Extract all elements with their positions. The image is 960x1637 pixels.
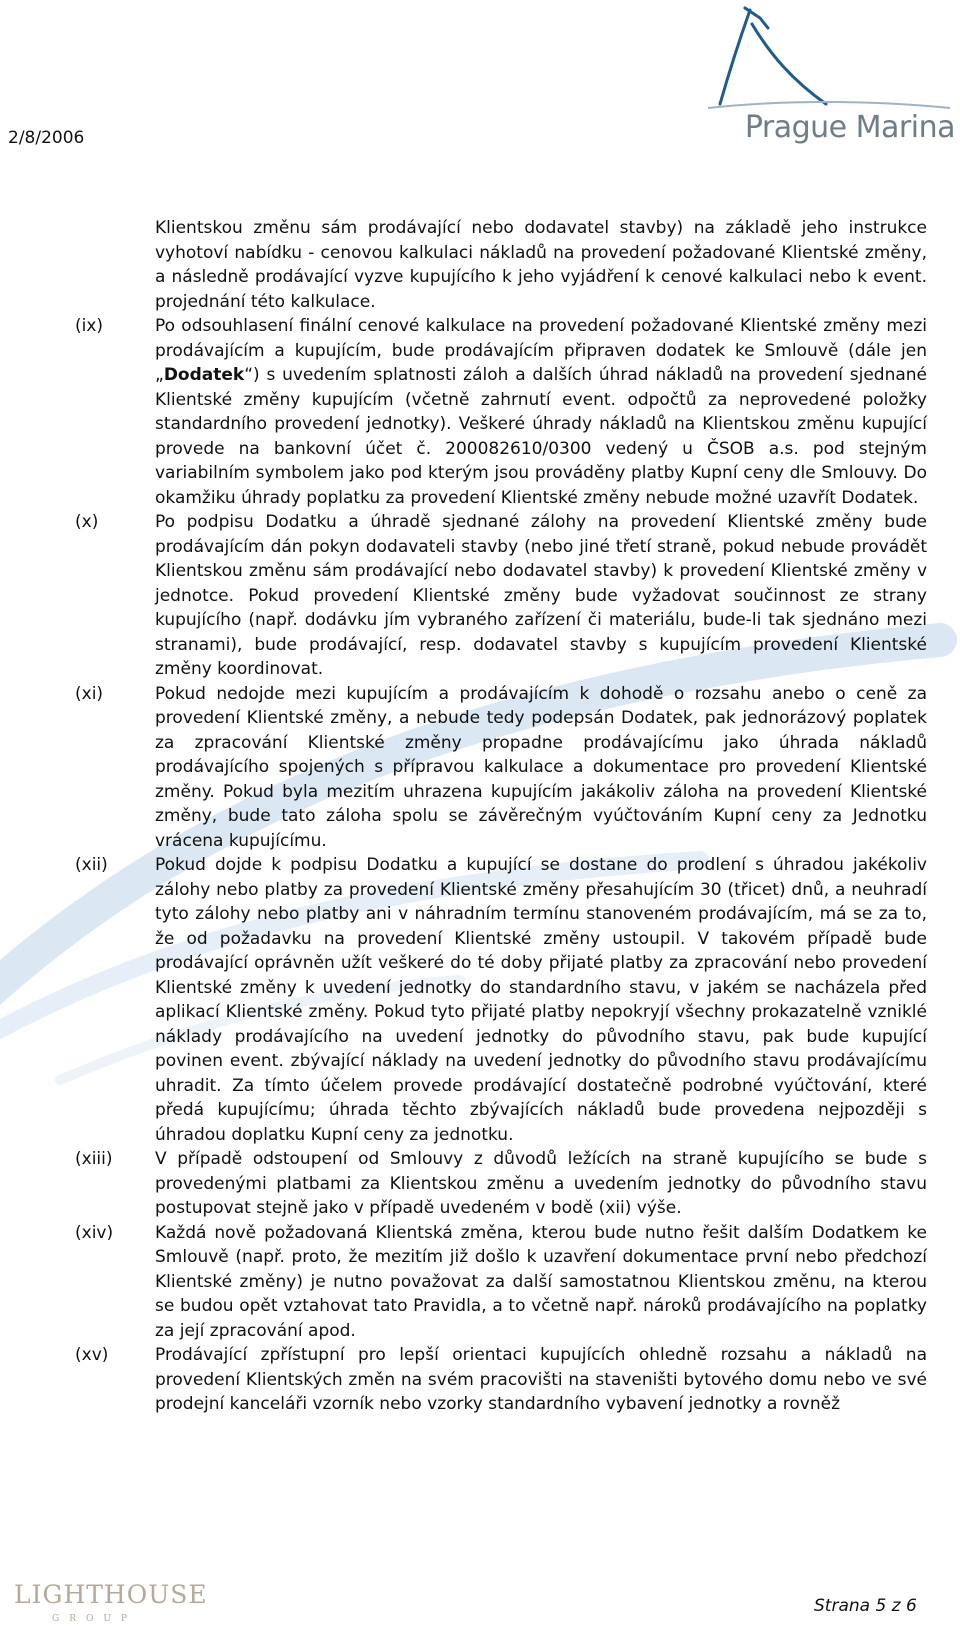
page-number: Strana 5 z 6 [814,1596,917,1616]
prague-marina-logo [700,4,955,154]
item-number: (xv) [75,1345,109,1365]
list-item-x [75,510,927,682]
document-body [75,216,927,1417]
lighthouse-logo-subtext: GROUP [52,1614,137,1624]
lighthouse-logo [14,1580,208,1632]
item-text [155,314,927,510]
item-number: (x) [75,512,99,532]
item-number: (xiv) [75,1222,114,1243]
lighthouse-logo-text: LIGHTHOUSE [14,1580,208,1609]
item-text: V případě odstoupení od Smlouvy z důvodů ležících na straně kupujícího se bude s provedenými platbami za Klientskou změnu a uvedením jednotky do původního stavu postupovat stejně jako v případě uvedeném v bodě (xii) výše. [155,1149,927,1218]
item-text: Pokud dojde k podpisu Dodatku a kupující se dostane do prodlení s úhradou jakékoliv zálohy nebo platby za provedení Klientské změny přesahujícím 30 (třicet) dnů, a neuhradí tyto zálohy nebo platby ani v náhradním termínu stanoveném prodávajícím, má se za to, že od požadavku na provedení Klientské změny ustoupil. V takovém případě bude prodávající oprávněn užít veškeré do té doby přijaté platby za zpracování nebo provedení Klientské změny k uvedení jednotky do standardního stavu, v jakém se nacházela před aplikací Klientské změny. Pokud tyto přijaté platby nepokryjí všechny prokazatelně vzniklé náklady prodávajícího na uvedení jednotky do původního stavu, pak bude kupující povinen event. zbývající náklady na uvedení jednotky do původního stavu prodávajícímu uhradit. Za tímto účelem provede prodávající dostatečně podrobné vyúčtování, které předá kupujícímu; úhrada těchto zbývajících nákladů bude provedena nejpozději s úhradou doplatku Kupní ceny za jednotku. [155,855,927,1145]
list-item-xiv [75,1221,927,1344]
item-text-part: Po odsouhlasení finální cenové kalkulace na provedení požadované Klientské změny mezi prodávajícím a kupujícím, bude prodávajícím připraven dodatek ke Smlouvě (dále jen „ [155,316,927,385]
list-item-xv [75,1343,927,1417]
item-number: (xiii) [75,1149,113,1169]
item-text-part: “) s uvedením splatnosti záloh a dalších úhrad nákladů na provedení sjednané Klientské změny kupujícím (včetně zahrnutí event. odpočtů za neprovedené položky standardního provedení jednotky). Veškeré úhrady nákladů na Klientskou změnu kupující provede na bankovní účet č. 200082610/0300 vedený u ČSOB a.s. pod stejným variabilním symbolem jako pod kterým jsou prováděny platby Kupní ceny dle Smlouvy. Do okamžiku úhrady poplatku za provedení Klientské změny nebude možné uzavřít Dodatek. [155,365,927,508]
defined-term: Dodatek [163,365,245,385]
item-text: Po podpisu Dodatku a úhradě sjednané zálohy na provedení Klientské změny bude prodávajícím dán pokyn dodavateli stavby (nebo jiné třetí straně, pokud nebude provádět Klientskou změnu sám prodávající nebo dodavatel stavby) k provedení Klientské změny v jednotce. Pokud provedení Klientské změny bude vyžadovat součinnost ze strany kupujícího (např. dodávku jím vybraného zařízení či materiálu, bude-li tak sjednáno mezi stranami), bude prodávající, resp. dodavatel stavby s kupujícím provedení Klientské změny koordinovat. [155,512,927,679]
item-text: Pokud nedojde mezi kupujícím a prodávajícím k dohodě o rozsahu anebo o ceně za provedení Klientské změny, a nebude tedy podepsán Dodatek, pak jednorázový poplatek za zpracování Klientské změny propadne prodávajícímu jako úhrada nákladů prodávajícího spojených s přípravou kalkulace a dokumentace pro provedení Klientské změny. Pokud byla mezitím uhrazena kupujícím jakákoliv záloha na provedení Klientské změny, bude tato záloha spolu se závěrečným vyúčtováním Kupní ceny za Jednotku vrácena kupujícímu. [155,683,927,851]
list-item-xi [75,682,927,854]
header-date: 2/8/2006 [8,128,85,148]
item-number: (xi) [75,683,104,704]
sail-icon [700,4,955,114]
item-number: (xii) [75,855,108,875]
item-text: Prodávající zpřístupní pro lepší orientaci kupujících ohledně rozsahu a nákladů na provedení Klientských změn na svém pracovišti na staveništi bytového domu nebo ve své prodejní kanceláři vzorník nebo vzorky standardního vybavení jednotky a rovněž [155,1345,927,1414]
item-text: Každá nově požadovaná Klientská změna, kterou bude nutno řešit dalším Dodatkem ke Smlouvě (např. proto, že mezitím již došlo k uzavření dokumentace první nebo předchozí Klientské změny) je nutno považovat za další samostatnou Klientskou změnu, na kterou se budou opět vztahovat tato Pravidla, a to včetně např. nároků prodávajícího na poplatky za její zpracování apod. [155,1222,927,1341]
logo-text: Prague Marina [744,110,955,145]
intro-paragraph: Klientskou změnu sám prodávající nebo dodavatel stavby) na základě jeho instrukce vyhotoví nabídku - cenovou kalkulaci nákladů na provedení požadované Klientské změny, a následně prodávající vyzve kupujícího k jeho vyjádření k cenové kalkulaci nebo k event. projednání této kalkulace. [155,218,927,312]
item-number: (ix) [75,316,104,336]
list-item-xiii [75,1147,927,1221]
list-item-ix [75,314,927,510]
list-item-xii [75,853,927,1147]
